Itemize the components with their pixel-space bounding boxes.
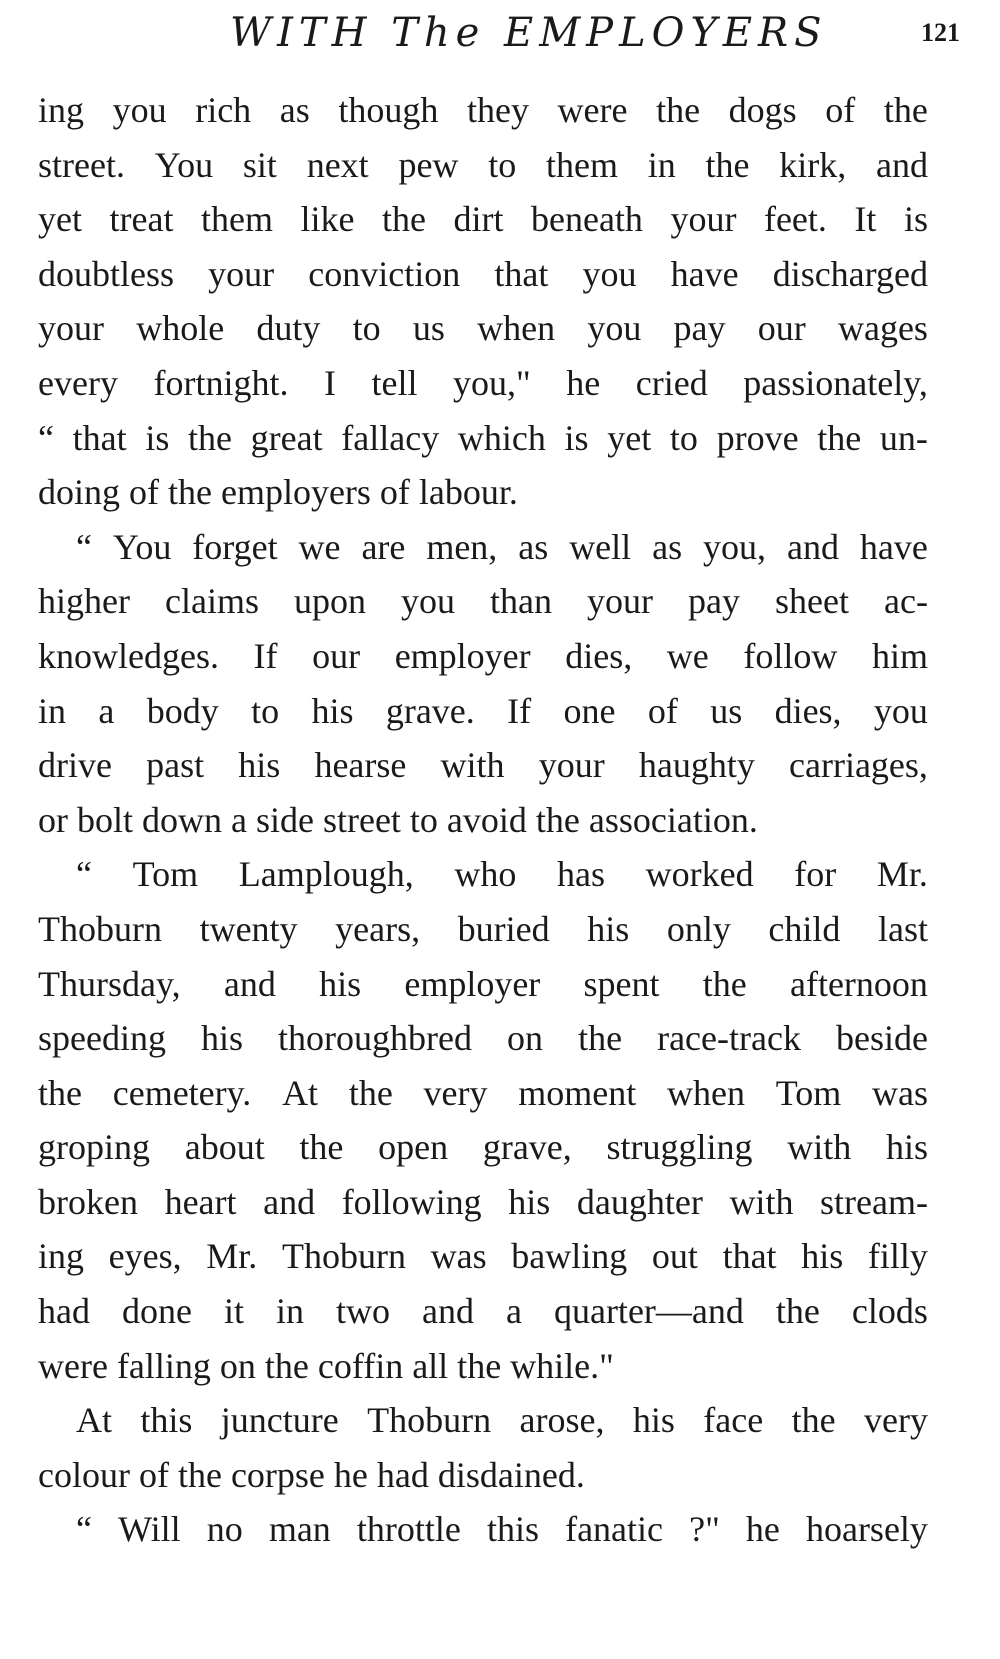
word: every xyxy=(38,362,118,403)
word: was xyxy=(871,1072,928,1113)
text-line xyxy=(38,192,928,247)
word: a xyxy=(98,690,115,731)
word: and xyxy=(786,526,839,567)
word: in xyxy=(275,1291,304,1332)
word: “ xyxy=(38,417,54,458)
word: very xyxy=(863,1400,928,1441)
word: your xyxy=(587,581,654,622)
word: have xyxy=(859,526,928,567)
word: ing xyxy=(38,1236,85,1277)
word: his xyxy=(201,1018,244,1059)
page-number: 121 xyxy=(921,18,960,47)
word: employer xyxy=(394,635,531,676)
word: Mr. xyxy=(206,1236,258,1277)
word: for xyxy=(794,854,837,895)
word: pew xyxy=(398,144,459,185)
word: un- xyxy=(879,417,928,458)
word: is xyxy=(145,417,170,458)
word: you xyxy=(873,690,928,731)
text-line xyxy=(38,301,928,356)
word: as xyxy=(652,526,683,567)
text-line xyxy=(38,684,928,739)
word: haughty xyxy=(638,745,755,786)
word: has xyxy=(557,854,606,895)
word: the xyxy=(775,1291,820,1332)
word: them xyxy=(200,199,273,240)
word: Mr. xyxy=(876,854,928,895)
text-line xyxy=(38,1502,928,1557)
word: whole xyxy=(136,308,225,349)
word: of xyxy=(825,90,856,130)
word: dies, xyxy=(774,690,842,731)
word: next xyxy=(306,144,369,185)
word: Thoburn xyxy=(281,1236,406,1277)
word: rich xyxy=(195,90,252,130)
word: that xyxy=(72,417,127,458)
word: years, xyxy=(335,908,421,949)
word: the xyxy=(299,1127,344,1168)
word: one xyxy=(563,690,616,731)
word: our xyxy=(757,308,806,349)
word: had xyxy=(38,1291,90,1332)
word: fortnight. xyxy=(153,362,289,403)
word: claims xyxy=(164,581,259,622)
word: and xyxy=(263,1181,316,1222)
word: to xyxy=(251,690,280,731)
text-line xyxy=(38,1175,928,1230)
word: I xyxy=(324,362,336,403)
word: struggling xyxy=(606,1127,753,1168)
word: “ xyxy=(76,1509,92,1550)
word: your xyxy=(538,745,605,786)
paragraph xyxy=(38,847,928,1393)
word: the xyxy=(38,1072,82,1113)
word: the xyxy=(656,90,701,130)
word: eyes, xyxy=(108,1236,182,1277)
word: though xyxy=(338,90,439,130)
word: yet xyxy=(38,199,82,240)
word: open xyxy=(378,1127,449,1168)
word: At xyxy=(282,1072,319,1113)
word: conviction xyxy=(308,253,461,294)
word: the xyxy=(791,1400,836,1441)
word: your xyxy=(670,199,737,240)
word: Thoburn xyxy=(367,1400,492,1441)
word: the xyxy=(883,90,928,130)
word: us xyxy=(710,690,743,731)
word: pay xyxy=(688,581,741,622)
word: we xyxy=(666,635,709,676)
text-line: colour of the corpse he had disdained. xyxy=(38,1454,585,1495)
word: heart xyxy=(164,1181,237,1222)
paragraph xyxy=(38,1502,928,1557)
word: groping xyxy=(38,1127,150,1168)
word: his xyxy=(801,1236,844,1277)
word: grave. xyxy=(385,690,475,731)
word: you, xyxy=(703,526,767,567)
word: his xyxy=(238,745,281,786)
word: to xyxy=(352,308,381,349)
word: have xyxy=(670,253,739,294)
word: wages xyxy=(837,308,928,349)
word: on xyxy=(507,1018,544,1059)
word: the xyxy=(705,144,750,185)
word: to xyxy=(669,417,698,458)
text-line xyxy=(38,520,928,575)
word: and xyxy=(876,144,928,185)
word: cried xyxy=(635,362,708,403)
word: very xyxy=(423,1072,488,1113)
word: At xyxy=(76,1400,112,1441)
word: Thursday, xyxy=(38,963,181,1004)
word: prove xyxy=(716,417,799,458)
word: passionately, xyxy=(743,362,928,403)
word: buried xyxy=(457,908,550,949)
word: it xyxy=(223,1291,244,1332)
text-line xyxy=(38,247,928,302)
word: your xyxy=(38,308,104,349)
word: dies, xyxy=(565,635,633,676)
word: higher xyxy=(38,581,130,622)
word: tell xyxy=(371,362,418,403)
word: twenty xyxy=(199,908,298,949)
word: yet xyxy=(607,417,652,458)
word: his xyxy=(508,1181,551,1222)
word: to xyxy=(488,144,517,185)
word: grave, xyxy=(482,1127,572,1168)
text-line xyxy=(38,957,928,1012)
word: moment xyxy=(518,1072,637,1113)
word: fallacy xyxy=(341,417,440,458)
word: knowledges. xyxy=(38,635,219,676)
running-title: WITH The EMPLOYERS xyxy=(230,10,828,56)
text-line: or bolt down a side street to avoid the association. xyxy=(38,799,758,840)
word: his xyxy=(885,1127,928,1168)
word: like xyxy=(300,199,355,240)
word: bawling xyxy=(511,1236,628,1277)
text-line xyxy=(38,847,928,902)
word: fanatic xyxy=(565,1509,664,1550)
word: the xyxy=(188,417,232,458)
text-line xyxy=(38,83,928,138)
word: Will xyxy=(118,1509,181,1550)
word: forget xyxy=(192,526,278,567)
word: when xyxy=(667,1072,745,1113)
word: man xyxy=(268,1509,331,1550)
word: were xyxy=(557,90,628,130)
word: treat xyxy=(109,199,174,240)
word: his xyxy=(587,908,630,949)
word: throttle xyxy=(356,1509,461,1550)
word: street. xyxy=(38,144,125,185)
word: is xyxy=(903,199,928,240)
word: discharged xyxy=(772,253,928,294)
word: stream- xyxy=(820,1181,928,1222)
word: cemetery. xyxy=(112,1072,252,1113)
word: as xyxy=(518,526,549,567)
word: ing xyxy=(38,90,85,130)
paragraph xyxy=(38,83,928,520)
word: quarter—and xyxy=(553,1291,744,1332)
word: done xyxy=(121,1291,192,1332)
text-line xyxy=(38,1066,928,1121)
word: that xyxy=(494,253,549,294)
word: You xyxy=(154,144,214,185)
word: Tom xyxy=(132,854,199,895)
text-line xyxy=(38,574,928,629)
word: no xyxy=(206,1509,243,1550)
word: is xyxy=(564,417,589,458)
word: our xyxy=(312,635,361,676)
text-line xyxy=(38,138,928,193)
word: with xyxy=(787,1127,852,1168)
text-line xyxy=(38,629,928,684)
word: great xyxy=(250,417,323,458)
running-header xyxy=(40,10,980,60)
word: Thoburn xyxy=(38,908,162,949)
word: past xyxy=(146,745,205,786)
word: well xyxy=(569,526,632,567)
word: with xyxy=(729,1181,794,1222)
word: dirt xyxy=(453,199,504,240)
word: employer xyxy=(404,963,541,1004)
word: we xyxy=(298,526,341,567)
word: hoarsely xyxy=(805,1509,928,1550)
word: child xyxy=(768,908,841,949)
word: that xyxy=(722,1236,777,1277)
word: the xyxy=(578,1018,623,1059)
text-line xyxy=(38,356,928,411)
word: Tom xyxy=(775,1072,842,1113)
word: beside xyxy=(835,1018,928,1059)
word: his xyxy=(632,1400,675,1441)
word: than xyxy=(490,581,552,622)
word: filly xyxy=(867,1236,928,1277)
text-line xyxy=(38,738,928,793)
word: this xyxy=(486,1509,539,1550)
word: carriages, xyxy=(789,745,928,786)
word: pay xyxy=(673,308,726,349)
word: was xyxy=(430,1236,487,1277)
text-line xyxy=(38,411,928,466)
word: kirk, xyxy=(779,144,847,185)
word: worked xyxy=(645,854,754,895)
word: “ xyxy=(76,526,92,567)
word: last xyxy=(877,908,928,949)
word: If xyxy=(253,635,278,676)
word: you xyxy=(401,581,455,622)
word: afternoon xyxy=(789,963,928,1004)
word: his xyxy=(311,690,354,731)
word: clods xyxy=(851,1291,928,1332)
word: out xyxy=(651,1236,698,1277)
word: hearse xyxy=(314,745,407,786)
word: ac- xyxy=(884,581,928,622)
word: the xyxy=(348,1072,393,1113)
text-line xyxy=(38,902,928,957)
text-line xyxy=(38,1393,928,1448)
word: when xyxy=(477,308,556,349)
paragraph xyxy=(38,520,928,848)
word: us xyxy=(412,308,445,349)
word: you xyxy=(582,253,637,294)
word: juncture xyxy=(220,1400,339,1441)
word: drive xyxy=(38,745,112,786)
word: which xyxy=(457,417,546,458)
word: speeding xyxy=(38,1018,166,1059)
word: his xyxy=(319,963,362,1004)
word: this xyxy=(140,1400,193,1441)
word: following xyxy=(341,1181,482,1222)
word: thoroughbred xyxy=(278,1018,473,1059)
word: beneath xyxy=(530,199,643,240)
word: daughter xyxy=(576,1181,703,1222)
word: only xyxy=(666,908,731,949)
word: as xyxy=(279,90,310,130)
text-line: were falling on the coffin all the while." xyxy=(38,1345,614,1386)
word: If xyxy=(507,690,532,731)
word: you xyxy=(587,308,642,349)
word: upon xyxy=(293,581,366,622)
word: It xyxy=(854,199,877,240)
word: who xyxy=(454,854,517,895)
paragraph xyxy=(38,1393,928,1502)
word: body xyxy=(146,690,219,731)
word: he xyxy=(745,1509,780,1550)
word: the xyxy=(702,963,747,1004)
word: race-track xyxy=(657,1018,801,1059)
word: you xyxy=(112,90,167,130)
word: arose, xyxy=(519,1400,605,1441)
body-text xyxy=(38,83,928,1557)
word: two xyxy=(336,1291,390,1332)
word: feet. xyxy=(763,199,827,240)
word: the xyxy=(817,417,862,458)
word: duty xyxy=(256,308,321,349)
word: “ xyxy=(76,854,92,895)
word: the xyxy=(381,199,426,240)
word: and xyxy=(223,963,276,1004)
text-line xyxy=(38,1229,928,1284)
word: men, xyxy=(426,526,498,567)
word: with xyxy=(440,745,505,786)
word: them xyxy=(545,144,618,185)
text-line xyxy=(38,1120,928,1175)
word: they xyxy=(466,90,529,130)
word: in xyxy=(38,690,67,731)
word: in xyxy=(647,144,676,185)
word: about xyxy=(184,1127,265,1168)
word: Lamplough, xyxy=(238,854,414,895)
word: sit xyxy=(242,144,277,185)
text-line xyxy=(38,1011,928,1066)
word: your xyxy=(208,253,275,294)
word: spent xyxy=(583,963,660,1004)
word: a xyxy=(505,1291,522,1332)
word: broken xyxy=(38,1181,138,1222)
word: him xyxy=(871,635,928,676)
word: he xyxy=(566,362,601,403)
word: You xyxy=(112,526,172,567)
word: ?" xyxy=(689,1509,720,1550)
word: you," xyxy=(453,362,531,403)
word: sheet xyxy=(775,581,849,622)
text-line: doing of the employers of labour. xyxy=(38,472,518,513)
word: of xyxy=(647,690,678,731)
word: and xyxy=(422,1291,474,1332)
word: follow xyxy=(743,635,838,676)
word: face xyxy=(703,1400,764,1441)
word: doubtless xyxy=(38,253,175,294)
word: are xyxy=(361,526,406,567)
word: dogs xyxy=(728,90,797,130)
text-line xyxy=(38,1284,928,1339)
